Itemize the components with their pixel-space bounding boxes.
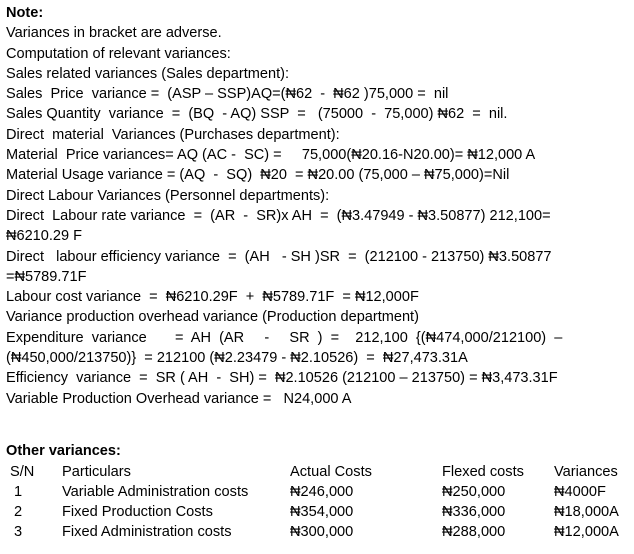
- text-line: Sales Price variance = (ASP – SSP)AQ=(₦62 - ₦62 )75,000 = nil: [6, 86, 449, 103]
- text-line: Material Price variances= AQ (AC - SC) = 75,000(₦20.16-N20.00)= ₦12,000 A: [6, 147, 536, 164]
- cell-sn: 3: [14, 524, 23, 541]
- table-row: [6, 522, 634, 542]
- section-spacer: [6, 409, 632, 429]
- document-page: [6, 3, 632, 553]
- cell-sn: 1: [14, 483, 23, 500]
- cell-flexed: ₦336,000: [442, 504, 506, 521]
- text-line: Variances in bracket are adverse.: [6, 25, 222, 42]
- text-line: =₦5789.71F: [6, 268, 87, 285]
- variance-computation-text: [6, 23, 632, 409]
- cell-actual: ₦246,000: [290, 483, 354, 500]
- text-line: (₦450,000/213750)} = 212100 (₦2.23479 - ₦2.10526) = ₦27,473.31A: [6, 350, 468, 367]
- cell-particulars: Variable Administration costs: [62, 483, 249, 500]
- text-line: Direct Labour Variances (Personnel departments):: [6, 187, 330, 204]
- cell-sn: 2: [14, 504, 23, 521]
- text-line: Material Usage variance = (AQ - SQ) ₦20 = ₦20.00 (75,000 – ₦75,000)=Nil: [6, 167, 510, 184]
- column-header-particulars: Particulars: [62, 463, 131, 480]
- text-line: Variance production overhead variance (Production department): [6, 309, 419, 326]
- cell-actual: ₦354,000: [290, 504, 354, 521]
- column-header-flexed-costs: Flexed costs: [442, 463, 524, 480]
- text-line: Direct material Variances (Purchases department):: [6, 126, 340, 143]
- text-line: Efficiency variance = SR ( AH - SH) = ₦2.10526 (212100 – 213750) = ₦3,473.31F: [6, 370, 558, 387]
- other-variances-heading: Other variances:: [6, 443, 121, 460]
- table-row: [6, 482, 634, 502]
- cell-variance: ₦12,000A: [554, 524, 619, 541]
- cell-flexed: ₦288,000: [442, 524, 506, 541]
- column-header-variances: Variances: [554, 463, 618, 480]
- note-heading: Note:: [6, 5, 44, 21]
- cell-flexed: ₦250,000: [442, 483, 506, 500]
- cell-particulars: Fixed Production Costs: [62, 504, 213, 521]
- table-header-row: [6, 462, 634, 482]
- table-row: [6, 502, 634, 522]
- text-line: ₦6210.29 F: [6, 228, 83, 245]
- text-line: Direct labour efficiency variance = (AH - SH )SR = (212100 - 213750) ₦3.50877: [6, 248, 552, 265]
- text-line: Computation of relevant variances:: [6, 45, 231, 62]
- text-line: Variable Production Overhead variance = N24,000 A: [6, 390, 352, 407]
- cell-actual: ₦300,000: [290, 524, 354, 541]
- section-spacer: [6, 429, 632, 441]
- other-variances-table: [6, 462, 634, 543]
- text-line: Expenditure variance = AH (AR - SR ) = 212,100 {(₦474,000/212100) –: [6, 329, 563, 346]
- text-line: Labour cost variance = ₦6210.29F + ₦5789.71F = ₦12,000F: [6, 289, 419, 306]
- text-line: Sales Quantity variance = (BQ - AQ) SSP = (75000 - 75,000) ₦62 = nil.: [6, 106, 508, 123]
- column-header-actual-costs: Actual Costs: [290, 463, 372, 480]
- cell-particulars: Fixed Administration costs: [62, 524, 232, 541]
- text-line: Direct Labour rate variance = (AR - SR)x AH = (₦3.47949 - ₦3.50877) 212,100=: [6, 207, 551, 224]
- column-header-sn: S/N: [10, 463, 35, 480]
- cell-variance: ₦18,000A: [554, 504, 619, 521]
- text-line: Sales related variances (Sales department):: [6, 65, 290, 82]
- cell-variance: ₦4000F: [554, 483, 606, 500]
